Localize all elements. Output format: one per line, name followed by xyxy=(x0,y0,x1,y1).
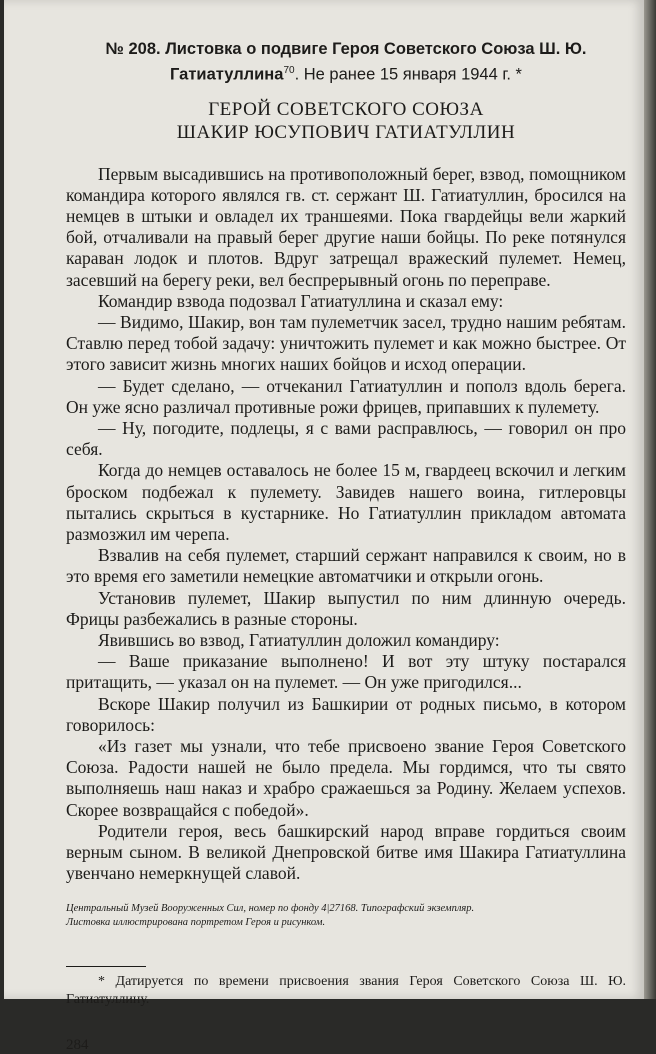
book-spine-edge xyxy=(644,0,656,999)
paragraph: Первым высадившись на противоположный берег, взвод, помощником командира которого являлся гв. ст. сержант Ш. Гатиатуллин, бросился на немцев в штыки и овладел их траншеями. Пока гвардейцы вели жаркий бой, отчаливали на правый берег другие наши бойцы. По реке потянулся караван лодок и плотов. Вдруг затрещал вражеский пулемет. Немец, засевший на берегу реки, вел беспрерывный огонь по переправе. xyxy=(66,163,626,290)
paragraph: Взвалив на себя пулемет, старший сержант направился к своим, но в это время его заметили немецкие автоматчики и открыли огонь. xyxy=(66,545,626,587)
paragraph: Явившись во взвод, Гатиатуллин доложил командиру: xyxy=(98,629,500,650)
document-title-main: № 208. Листовка о подвиге Героя Советского Союза Ш. Ю. Гатиатуллина xyxy=(105,40,587,84)
paragraph: Установив пулемет, Шакир выпустил по ним длинную очередь. Фрицы разбежались в разные стороны. xyxy=(66,587,626,629)
paragraph: — Видимо, Шакир, вон там пулеметчик засел, трудно нашим ребятам. Ставлю перед тобой задачу: уничтожить пулемет и как можно быстрее. От этого зависит жизнь многих наших бойцов и исход операции. xyxy=(66,311,626,375)
leaflet-heading xyxy=(66,98,626,144)
paragraph: Вскоре Шакир получил из Башкирии от родных письмо, в котором говорилось: xyxy=(66,693,626,735)
page-number: 284 xyxy=(66,1037,89,1054)
source-line-1: Центральный Музей Вооруженных Сил, номер по фонду 4|27168. Типографский экземпляр. xyxy=(66,903,475,915)
footnote: * Датируется по времени присвоения звания Героя Советского Союза Ш. Ю. Гатиатуллину. xyxy=(66,974,626,1008)
paragraph: Родители героя, весь башкирский народ вправе гордиться своим верным сыном. В великой Днепровской битве имя Шакира Гатиатуллина увенчано немеркнущей славой. xyxy=(66,820,626,884)
footnote-reference: 70 xyxy=(283,65,295,76)
paragraph: «Из газет мы узнали, что тебе присвоено звание Героя Советского Союза. Радости нашей не было предела. Мы гордимся, что ты свято выполняешь наш наказ и храбро сражаешься за Родину. Желаем успехов. Скорее возвращайся с победой». xyxy=(66,735,626,820)
paragraph: Когда до немцев оставалось не более 15 м, гвардеец вскочил и легким броском подбежал к пулемету. Завидев нашего воина, гитлеровцы пытались скрыться в кустарнике. Но Гатиатуллин прикладом автомата размозжил им черепа. xyxy=(66,460,626,544)
paragraph: — Ваше приказание выполнено! И вот эту штуку постарался притащить, — указал он на пулемет. — Он уже пригодился... xyxy=(66,651,626,693)
footnote-divider xyxy=(66,966,146,967)
heading-line-1: ГЕРОЙ СОВЕТСКОГО СОЮЗА xyxy=(208,98,484,120)
heading-line-2: ШАКИР ЮСУПОВИЧ ГАТИАТУЛЛИН xyxy=(176,121,516,143)
paragraph: — Будет сделано, — отчеканил Гатиатуллин и пополз вдоль берега. Он уже ясно различал противные рожи фрицев, припавших к пулемету. xyxy=(66,375,626,417)
paragraph: Командир взвода подозвал Гатиатуллина и сказал ему: xyxy=(98,290,504,311)
paragraph: — Ну, погодите, подлецы, я с вами расправлюсь, — говорил он про себя. xyxy=(66,417,626,460)
source-line-2: Листовка иллюстрирована портретом Героя и рисунком. xyxy=(66,917,326,929)
body-text xyxy=(66,164,626,885)
page xyxy=(4,0,644,1054)
archive-source-note xyxy=(66,902,626,930)
document-title xyxy=(66,38,626,86)
page-content xyxy=(66,38,626,1054)
document-title-date: . Не ранее 15 января 1944 г. * xyxy=(294,65,522,84)
